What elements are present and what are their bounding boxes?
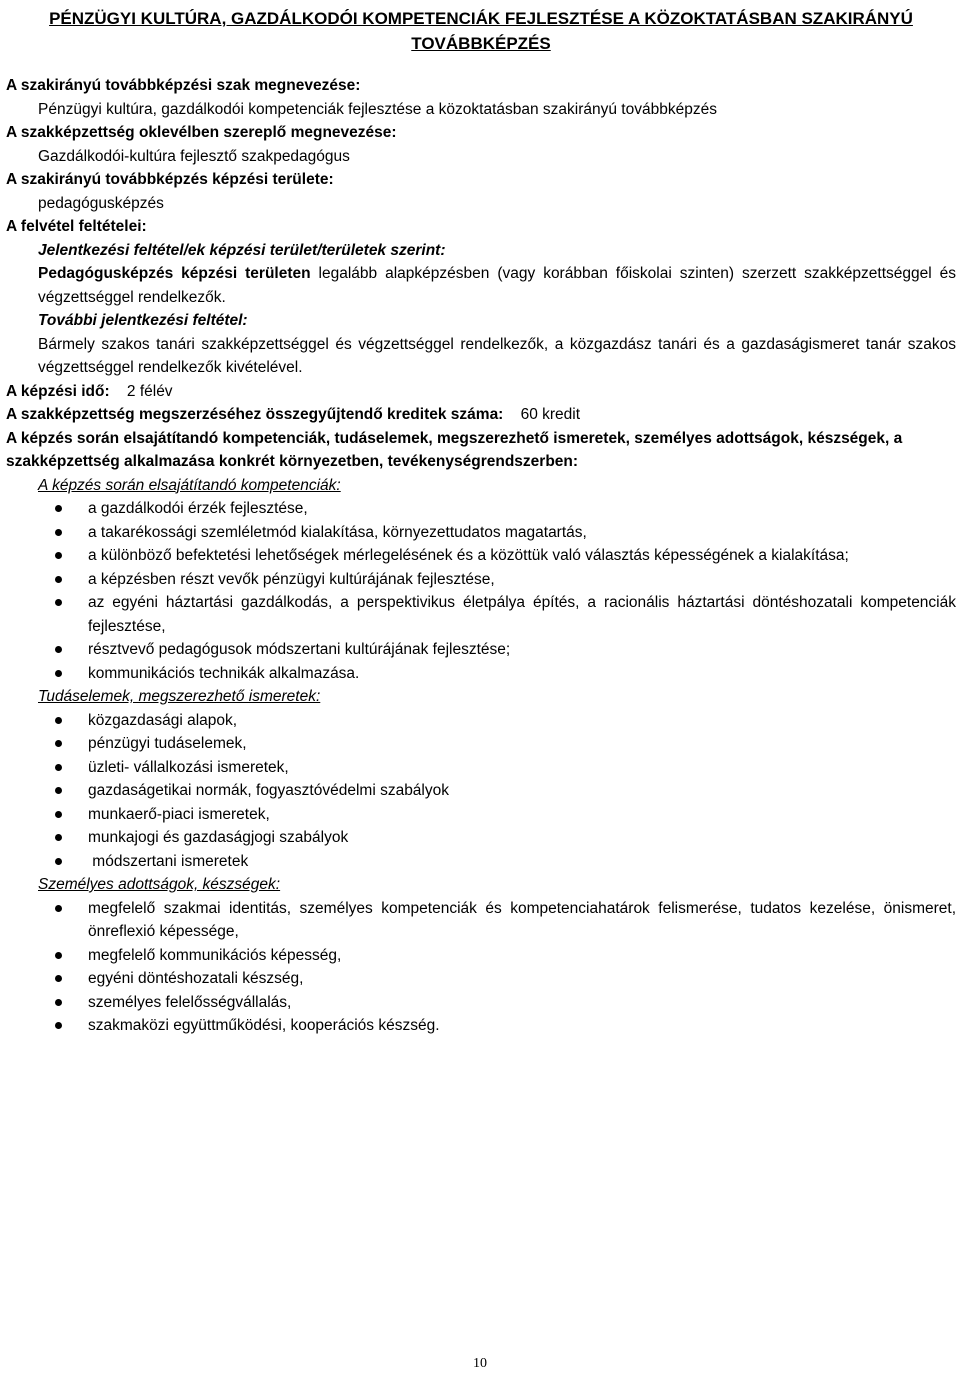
list-item: megfelelő kommunikációs képesség, [6,944,956,968]
list-item: gazdaságetikai normák, fogyasztóvédelmi szabályok [6,779,956,803]
szak-label: A szakirányú továbbképzési szak megnevezése: [6,77,361,94]
ido-value: 2 félév [126,382,173,400]
kredit-value: 60 kredit [520,406,581,423]
list-item: üzleti- vállalkozási ismeretek, [6,756,956,780]
list-item: szakmaközi együttműködési, kooperációs készség. [6,1014,956,1038]
tovabbi-label: További jelentkezési feltétel: [38,312,248,329]
oklevel-label: A szakképzettség oklevélben szereplő megnevezése: [6,124,397,141]
page-number: 10 [473,1356,487,1371]
szak-value: Pénzügyi kultúra, gazdálkodói kompetenciák fejlesztése a közoktatásban szakirányú továbbképzés [38,100,717,118]
list-item: pénzügyi tudáselemek, [6,732,956,756]
list-item: a gazdálkodói érzék fejlesztése, [6,497,956,521]
kompetencia-heading: A képzés során elsajátítandó kompetenciák, tudáselemek, megszerezhető ismeretek, személyes adottságok, készségek, a szakképzettség alkalmazása konkrét környezetben, tevékenységrendszerben: [6,429,903,470]
list-item: módszertani ismeretek [6,850,956,874]
list-item: a különböző befektetési lehetőségek mérlegelésének és a közöttük való választás képességének a kialakítása; [6,544,956,568]
list-item: az egyéni háztartási gazdálkodás, a perspektivikus életpálya építés, a racionális háztartási döntéshozatali kompetenciák fejlesztése, [6,591,956,638]
list-item: személyes felelősségvállalás, [6,991,956,1015]
felvetel-label: A felvétel feltételei: [6,218,147,235]
tudaselemek-list [6,709,956,874]
terulet-value: pedagógusképzés [38,194,164,212]
list-item: munkajogi és gazdaságjogi szabályok [6,826,956,850]
szemelyes-title: Személyes adottságok, készségek: [38,876,281,893]
page-title: PÉNZÜGYI KULTÚRA, GAZDÁLKODÓI KOMPETENCIÁK FEJLESZTÉSE A KÖZOKTATÁSBAN SZAKIRÁNYÚ TOVÁBBKÉPZÉS [49,9,913,53]
tudaselemek-title: Tudáselemek, megszerezhető ismeretek: [38,688,321,705]
jelentkezesi-bold: Pedagógusképzés képzési területen [38,265,311,282]
terulet-label: A szakirányú továbbképzés képzési területe: [6,171,334,188]
list-item: a képzésben részt vevők pénzügyi kultúrájának fejlesztése, [6,568,956,592]
list-item: munkaerő-piaci ismeretek, [6,803,956,827]
list-item: egyéni döntéshozatali készség, [6,967,956,991]
jelentkezesi-text: legalább alapképzésben (vagy korábban főiskolai szinten) szerzett szakképzettséggel és végzettséggel rendelkezők. [38,265,956,306]
list-item: megfelelő szakmai identitás, személyes kompetenciák és kompetenciahatárok felismerése, tudatos kezelése, önismeret, önreflexió képessége, [6,897,956,944]
kompetenciak-list [6,497,956,685]
kredit-row [6,403,956,427]
ido-row [6,380,956,404]
ido-label: A képzési idő: [6,382,110,400]
kredit-label: A szakképzettség megszerzéséhez összegyűjtendő kreditek száma: [6,406,504,423]
list-item: kommunikációs technikák alkalmazása. [6,662,956,686]
szemelyes-list [6,897,956,1038]
list-item: résztvevő pedagógusok módszertani kultúrájának fejlesztése; [6,638,956,662]
tovabbi-text: Bármely szakos tanári szakképzettséggel és végzettséggel rendelkezők, a közgazdász tanári és a gazdaságismeret tanár szakos végzettséggel rendelkezők kivételével. [38,335,956,376]
list-item: közgazdasági alapok, [6,709,956,733]
jelentkezesi-label: Jelentkezési feltétel/ek képzési terület/területek szerint: [38,241,446,259]
kompetenciak-title: A képzés során elsajátítandó kompetenciák: [38,476,341,494]
document-page [6,0,956,1038]
list-item: a takarékossági szemléletmód kialakítása, környezettudatos magatartás, [6,521,956,545]
jelentkezesi-paragraph [6,262,956,309]
oklevel-value: Gazdálkodói-kultúra fejlesztő szakpedagógus [38,147,350,165]
